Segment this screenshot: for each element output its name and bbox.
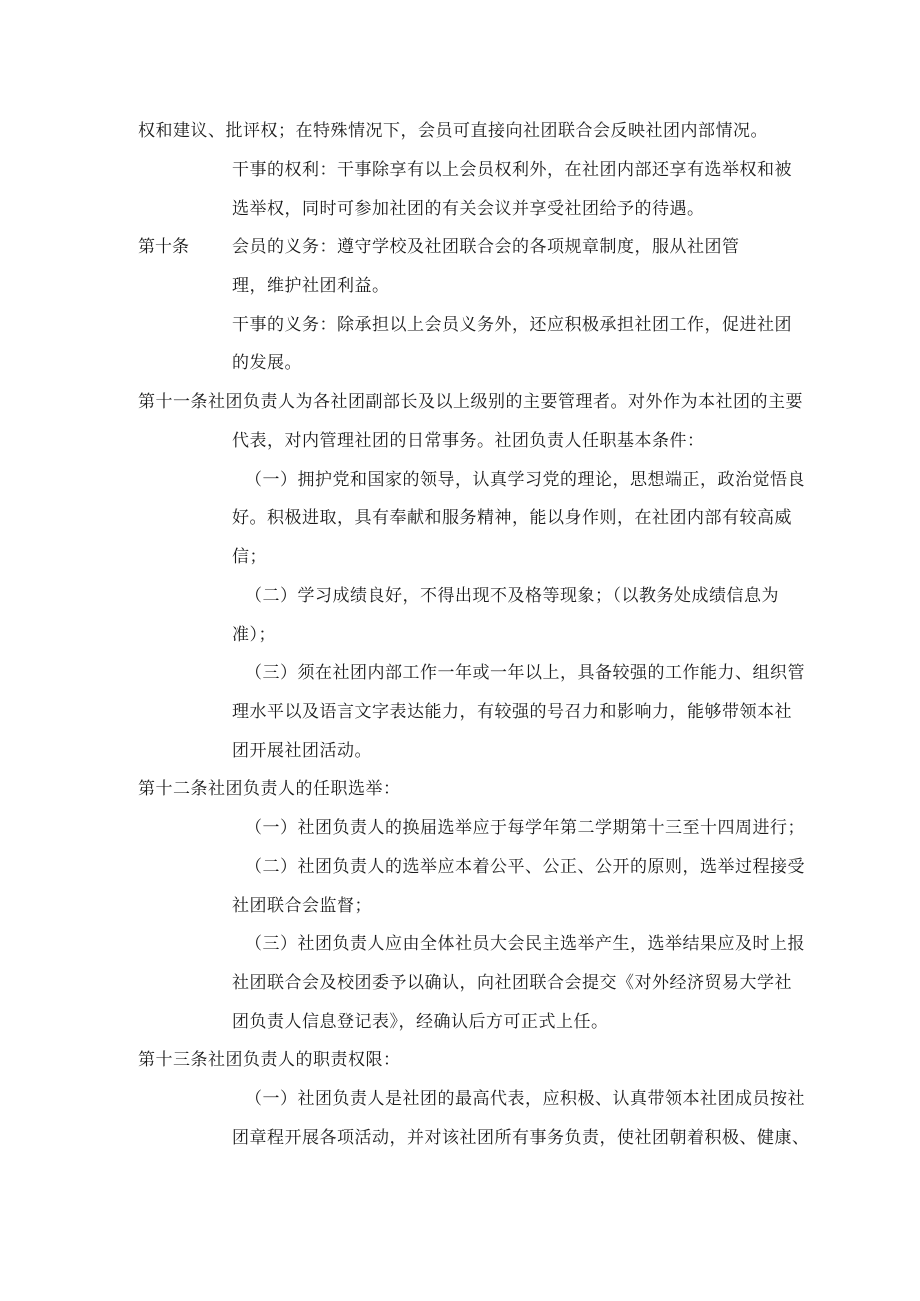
text-line: （二）学习成绩良好，不得出现不及格等现象；（以教务处成绩信息为 <box>245 586 779 606</box>
text-line: 第十三条社团负责人的职责权限： <box>138 1050 401 1070</box>
text-line: 团章程开展各项活动，并对该社团所有事务负责，使社团朝着积极、健康、 <box>232 1128 810 1148</box>
text-line: 社团联合会及校团委予以确认，向社团联合会提交《对外经济贸易大学社 <box>232 973 792 993</box>
text-line: 团开展社团活动。 <box>232 741 372 761</box>
text-line: 社团联合会监督； <box>232 896 372 916</box>
text-line: 第十二条社团负责人的任职选举： <box>138 779 401 799</box>
text-line: （二）社团负责人的选举应本着公平、公正、公开的原则，选举过程接受 <box>245 857 805 877</box>
text-line: 代表，对内管理社团的日常事务。社团负责人任职基本条件： <box>232 431 705 451</box>
text-line: 理，维护社团利益。 <box>232 276 390 296</box>
text-line: 理水平以及语言文字表达能力，有较强的号召力和影响力，能够带领本社 <box>232 702 792 722</box>
text-line: 干事的权利：干事除享有以上会员权利外，在社团内部还享有选举权和被 <box>232 160 792 180</box>
article-label: 第十条 <box>138 237 189 257</box>
text-line: （三）须在社团内部工作一年或一年以上，具备较强的工作能力、组织管 <box>245 663 805 683</box>
text-line: （一）拥护党和国家的领导，认真学习党的理论，思想端正，政治觉悟良 <box>245 470 805 490</box>
text-line: （一）社团负责人的换届选举应于每学年第二学期第十三至十四周进行； <box>245 818 805 838</box>
text-line: （三）社团负责人应由全体社员大会民主选举产生，选举结果应及时上报 <box>245 934 805 954</box>
text-line: 好。积极进取，具有奉献和服务精神，能以身作则，在社团内部有较高威 <box>232 508 792 528</box>
text-line: 第十一条社团负责人为各社团副部长及以上级别的主要管理者。对外作为本社团的主要 <box>138 392 803 412</box>
text-line: 的发展。 <box>232 353 302 373</box>
text-line: 信； <box>232 547 267 567</box>
text-line: 会员的义务：遵守学校及社团联合会的各项规章制度，服从社团管 <box>232 237 740 257</box>
text-line: 准）； <box>232 625 276 645</box>
text-line: 选举权，同时可参加社团的有关会议并享受社团给予的待遇。 <box>232 199 705 219</box>
text-line: 干事的义务：除承担以上会员义务外，还应积极承担社团工作，促进社团 <box>232 315 792 335</box>
text-line: 团负责人信息登记表》，经确认后方可正式上任。 <box>232 1012 609 1032</box>
text-line: 权和建议、批评权；在特殊情况下，会员可直接向社团联合会反映社团内部情况。 <box>138 121 768 141</box>
text-line: （一）社团负责人是社团的最高代表，应积极、认真带领本社团成员按社 <box>245 1089 805 1109</box>
